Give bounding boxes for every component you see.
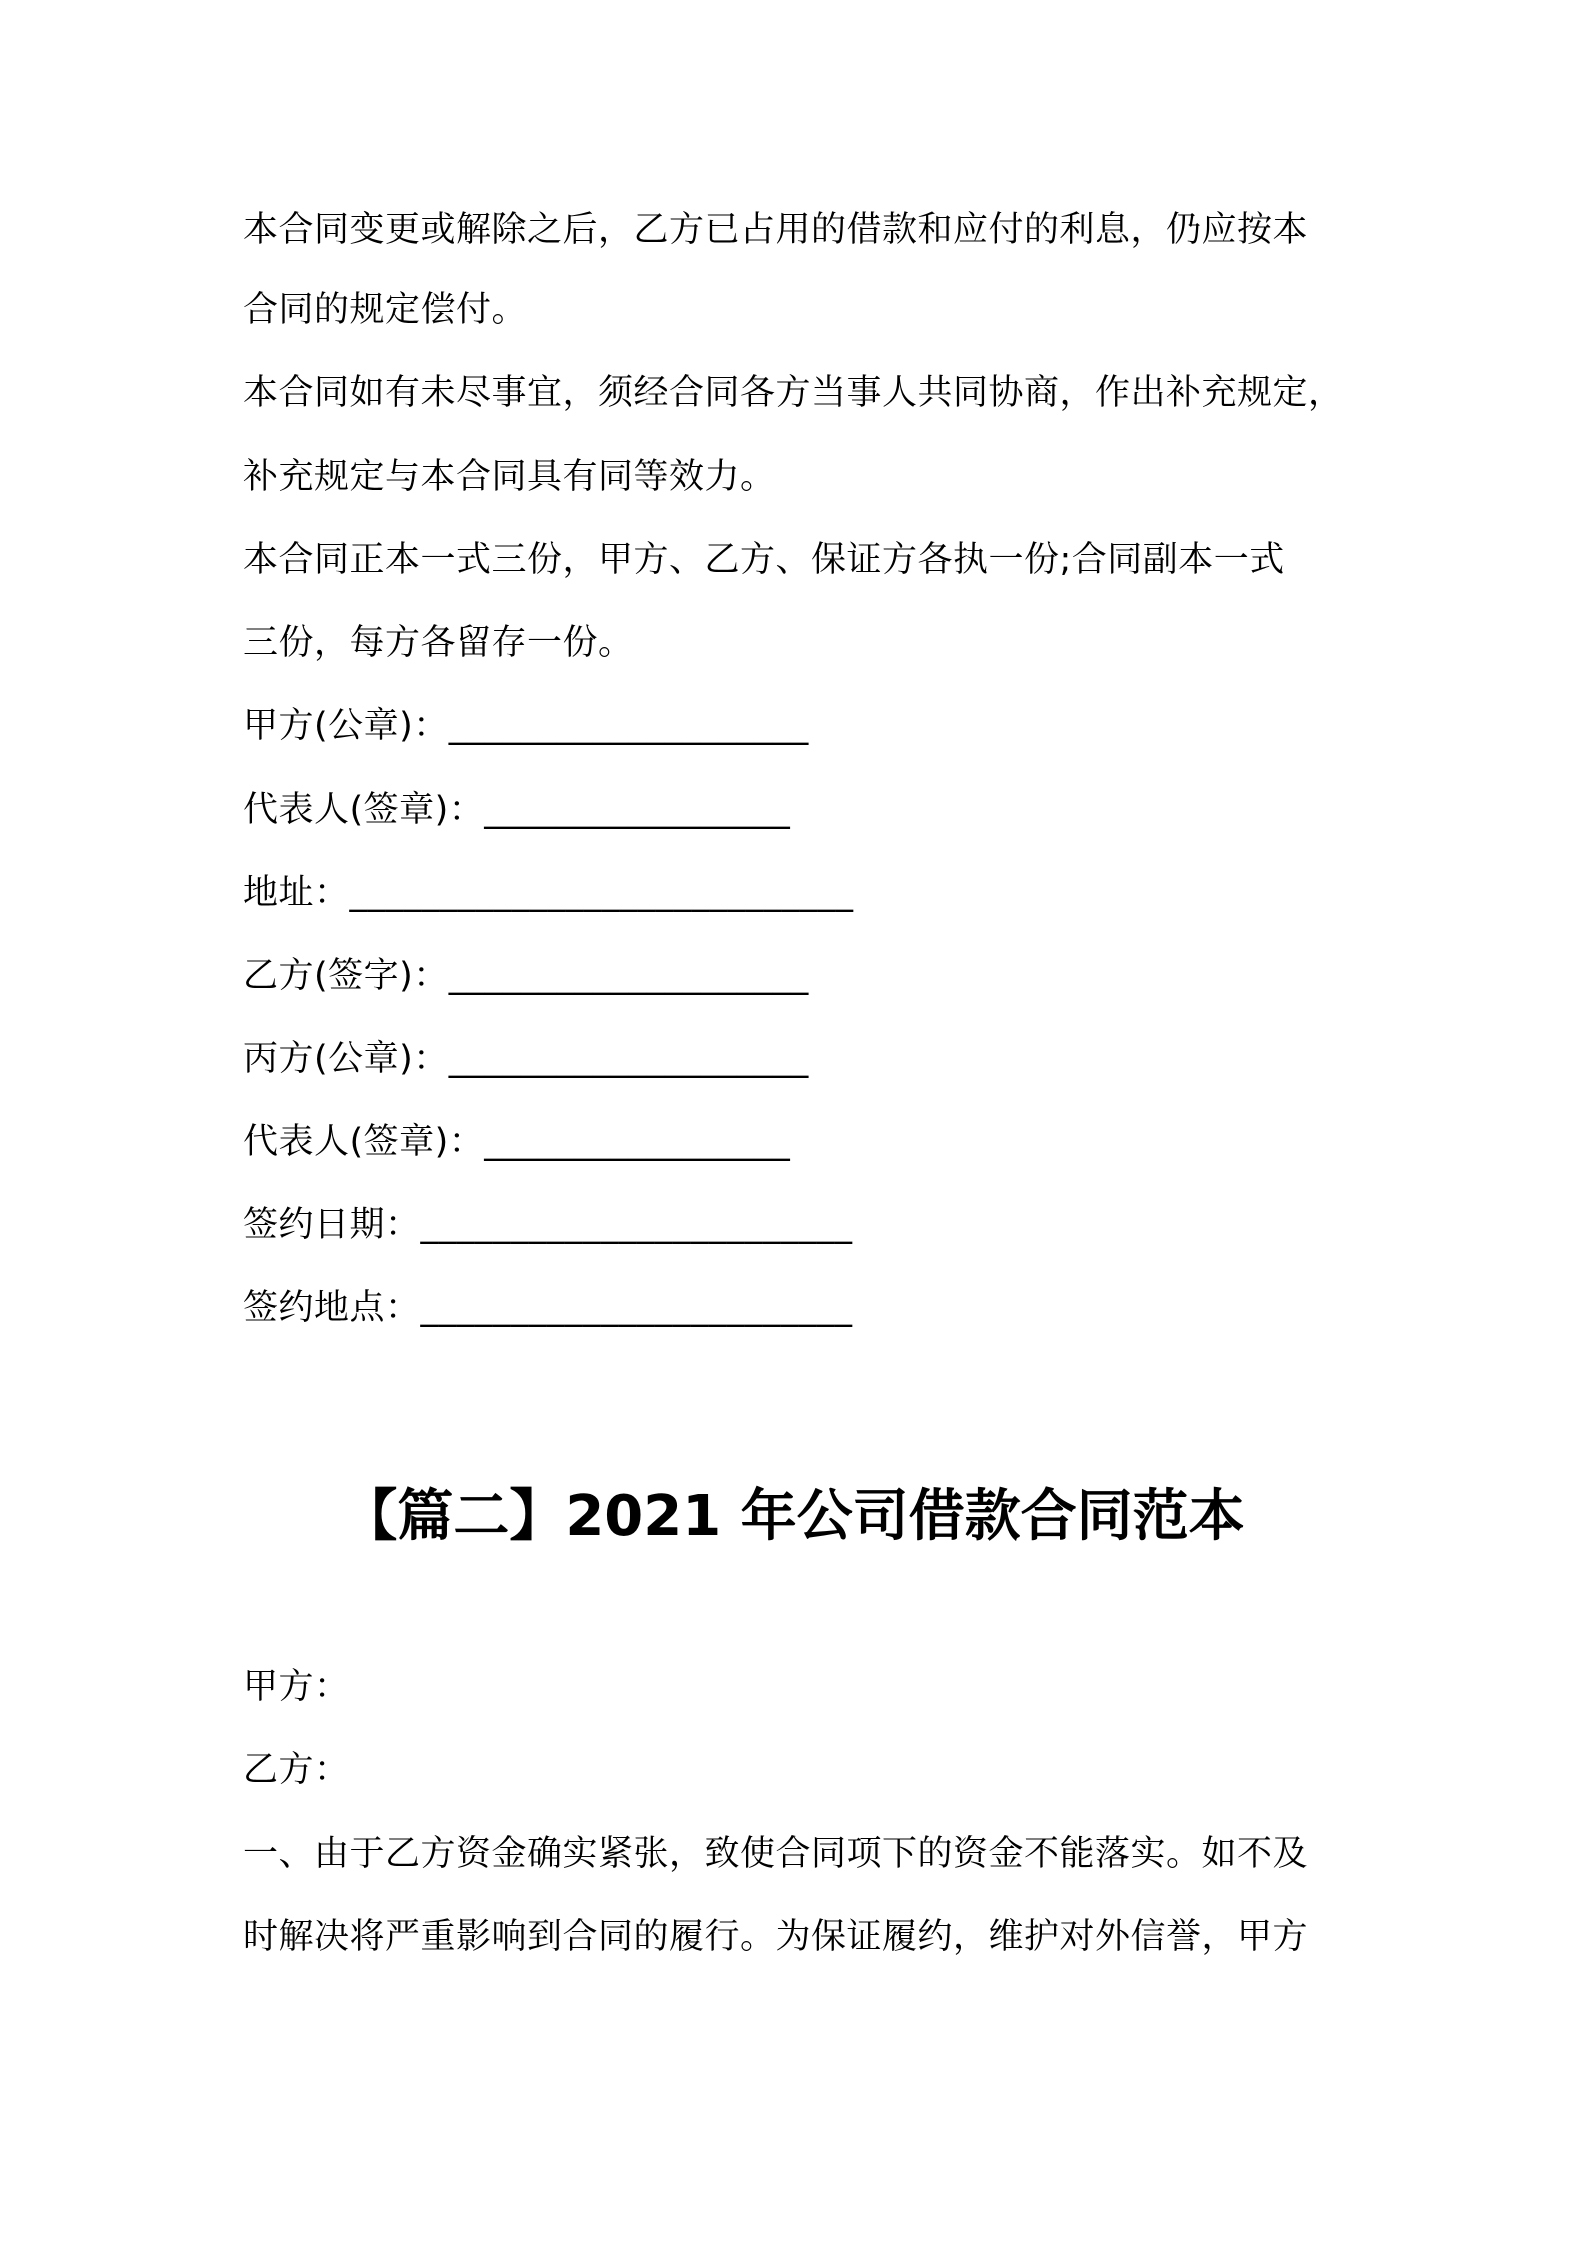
paragraph-line: 本合同正本一式三份，甲方、乙方、保证方各执一份;合同副本一式	[243, 540, 1285, 580]
section-title: 【篇二】2021 年公司借款合同范本	[341, 1484, 1245, 1549]
signature-location: 签约地点：________________________	[243, 1288, 853, 1328]
paragraph-line: 本合同如有未尽事宜，须经合同各方当事人共同协商，作出补充规定，	[243, 373, 1344, 413]
paragraph-line: 本合同变更或解除之后，乙方已占用的借款和应付的利息，仍应按本	[243, 210, 1309, 250]
signature-party-c: 丙方(公章)：____________________	[243, 1039, 809, 1079]
signature-representative: 代表人(签章)：_________________	[243, 790, 791, 830]
paragraph-line: 合同的规定偿付。	[243, 290, 528, 330]
party-a-label: 甲方：	[243, 1667, 350, 1707]
signature-date: 签约日期：________________________	[243, 1205, 853, 1245]
clause-line: 一、由于乙方资金确实紧张，致使合同项下的资金不能落实。如不及	[243, 1834, 1309, 1874]
signature-address: 地址：____________________________	[243, 873, 854, 913]
signature-party-a: 甲方(公章)：____________________	[243, 706, 809, 746]
paragraph-line: 三份，每方各留存一份。	[243, 623, 634, 663]
paragraph-line: 补充规定与本合同具有同等效力。	[243, 457, 776, 497]
signature-representative: 代表人(签章)：_________________	[243, 1122, 791, 1162]
clause-line: 时解决将严重影响到合同的履行。为保证履约，维护对外信誉，甲方	[243, 1917, 1309, 1957]
party-b-label: 乙方：	[243, 1750, 350, 1790]
signature-party-b: 乙方(签字)：____________________	[243, 956, 809, 996]
